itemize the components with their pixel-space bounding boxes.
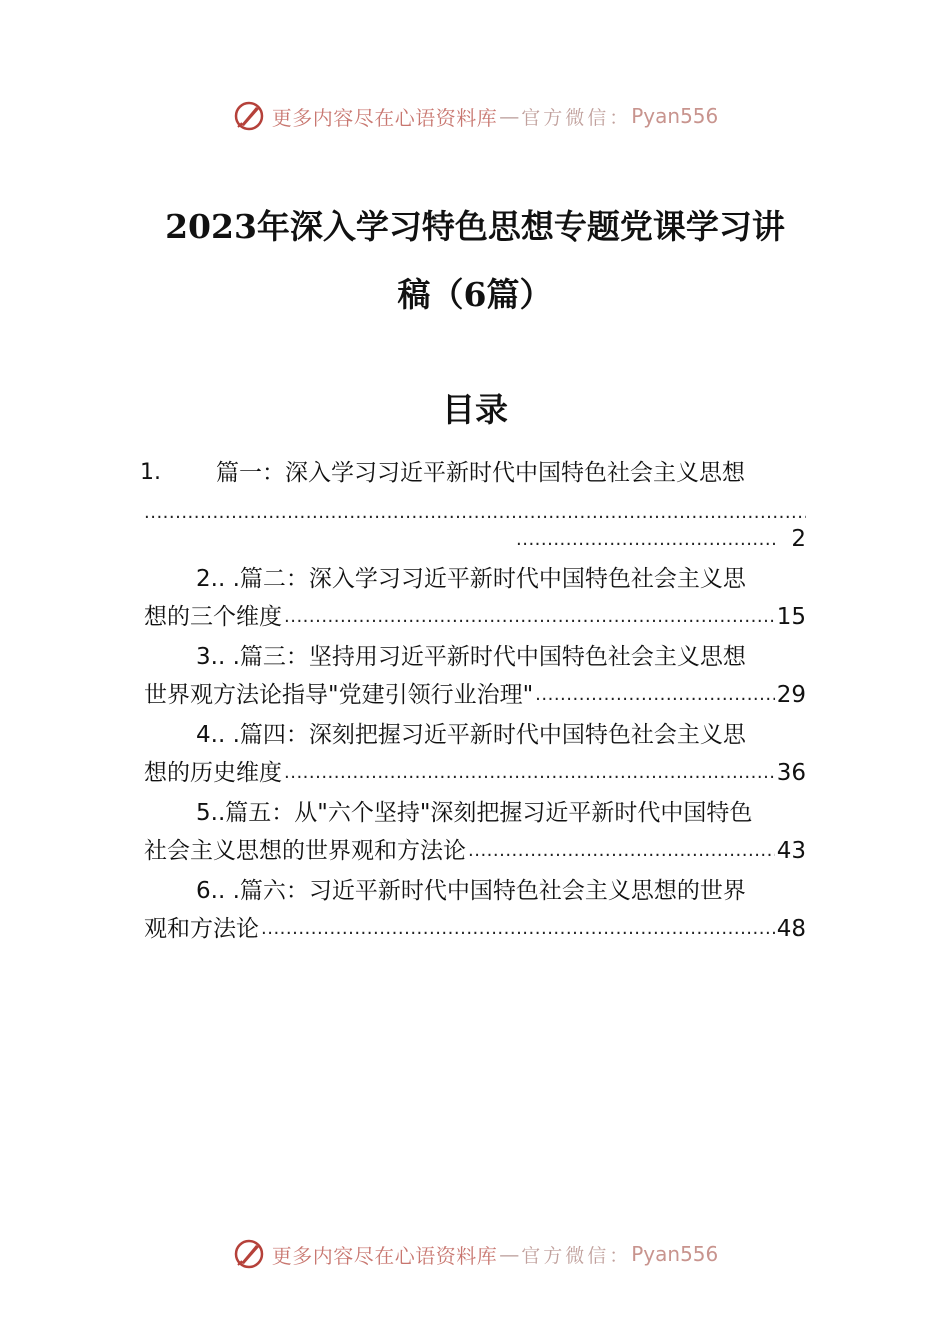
toc-item-1-number: 1. (140, 460, 161, 485)
document-title-line1: 2023年深入学习特色思想专题党课学习讲 (165, 207, 785, 246)
toc-item-2-text-line1: 2.. .篇二：深入学习习近平新时代中国特色社会主义思 (196, 566, 746, 592)
toc-item-3-text-line1: 3.. .篇三：坚持用习近平新时代中国特色社会主义思想 (196, 644, 746, 670)
toc-item-5-text-line2: 社会主义思想的世界观和方法论 (144, 838, 466, 864)
toc-item-3-text-line2: 世界观方法论指导"党建引领行业治理" (144, 682, 534, 708)
toc-item-3-line2[interactable] (144, 677, 806, 713)
watermark-separator: — (499, 1242, 520, 1266)
toc-item-4-line2[interactable] (144, 755, 806, 791)
toc-item-4-text-line2: 想的历史维度 (144, 760, 282, 786)
toc-item-4-text-line1: 4.. .篇四：深刻把握习近平新时代中国特色社会主义思 (196, 722, 746, 748)
toc-item-2-text-line2: 想的三个维度 (144, 604, 282, 630)
watermark-official-label: 官方微信： (521, 1244, 632, 1267)
watermark-separator: — (499, 104, 520, 128)
document-title-line2: 稿（6篇） (397, 275, 553, 314)
toc-item-4-page: 36 (776, 760, 806, 786)
watermark-wechat-id: Pyan556 (631, 1242, 719, 1266)
toc-item-5-line2[interactable] (144, 833, 806, 869)
toc-item-2-page: 15 (776, 604, 806, 630)
watermark-text: 更多内容尽在心语资料库 (271, 105, 498, 130)
toc-item-6-text-line1: 6.. .篇六：习近平新时代中国特色社会主义思想的世界 (196, 878, 746, 904)
toc-item-1-page: 2 (791, 526, 806, 552)
watermark-wechat-id: Pyan556 (631, 104, 719, 128)
toc-item-6-page: 48 (776, 916, 806, 942)
toc-item-6-text-line2: 观和方法论 (144, 916, 259, 942)
toc-item-1[interactable] (140, 455, 806, 491)
toc-item-3-page: 29 (776, 682, 806, 708)
toc-item-4-leader (284, 755, 775, 791)
toc-item-6[interactable] (144, 873, 806, 909)
toc-item-6-line2[interactable] (144, 911, 806, 947)
toc-heading: 目录 (442, 390, 508, 429)
watermark-official-label: 官方微信： (521, 106, 632, 129)
footer-watermark (0, 1234, 950, 1274)
toc-item-6-leader (261, 911, 775, 947)
toc-item-3[interactable] (144, 639, 806, 675)
toc-item-5[interactable] (144, 795, 806, 831)
toc-item-3-leader (535, 677, 775, 713)
toc-item-5-leader (468, 833, 775, 869)
toc-item-1-leader-end (516, 529, 779, 550)
toc-item-1-page-line (516, 521, 806, 557)
watermark-text: 更多内容尽在心语资料库 (271, 1243, 498, 1268)
toc-item-5-page: 43 (776, 838, 806, 864)
quill-logo-icon (232, 1237, 266, 1271)
toc-item-5-text-line1: 5..篇五：从"六个坚持"深刻把握习近平新时代中国特色 (196, 800, 753, 826)
toc-item-2-leader (284, 599, 775, 635)
toc-item-1-text: 篇一：深入学习习近平新时代中国特色社会主义思想 (216, 460, 745, 486)
toc-item-2[interactable] (144, 561, 806, 597)
toc-item-2-line2[interactable] (144, 599, 806, 635)
toc-item-4[interactable] (144, 717, 806, 753)
